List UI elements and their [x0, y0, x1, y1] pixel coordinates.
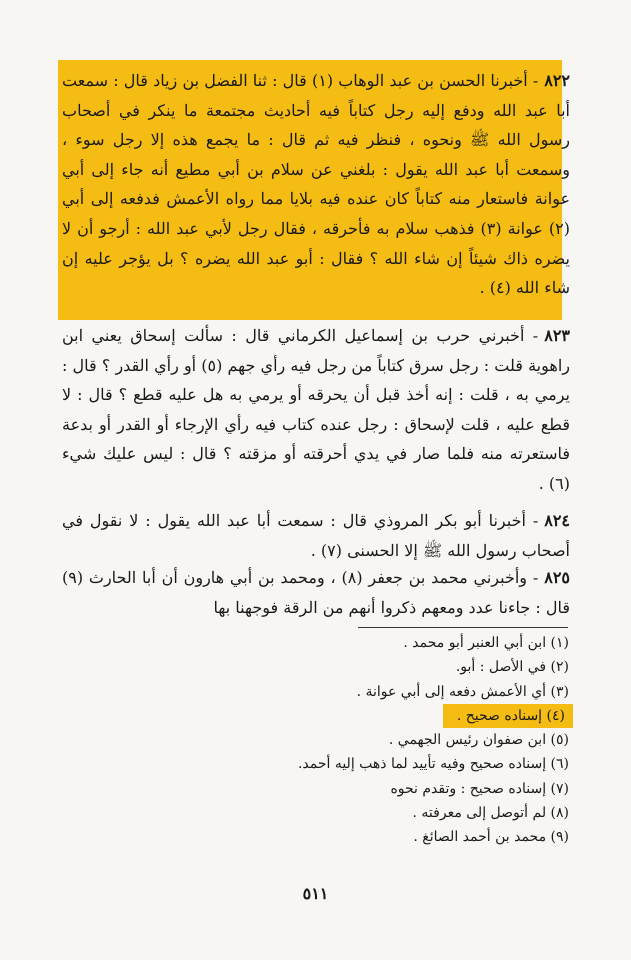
paragraph-number: ٨٢٢: [544, 71, 571, 90]
page-number: ٥١١: [302, 884, 329, 903]
footnote-item: (٥) ابن صفوان رئيس الجهمي .: [388, 732, 569, 749]
paragraph-number: ٨٢٣: [544, 326, 570, 345]
footnotes-list: [69, 631, 569, 850]
paragraph-text: - وأخبرني محمد بن جعفر (٨) ، ومحمد بن أبي هارون أن أبا الحارث (٩) قال : جاءنا عدد ومعهم ذكروا أنهم من الرقة فوجهنا بها: [62, 568, 570, 617]
paragraph-text: - أخبرني حرب بن إسماعيل الكرماني قال : سألت إسحاق يعني ابن راهوية قلت : رجل سرق كتاباً من رجل فيه رأي جهم (٥) أو رأي القدر ؟ قال : يرمي به ، قلت : إنه أخذ قبل أن يحرقه أو يرمي به هل عليه قطع ؟ قال : لا قطع عليه ، قلت لإسحاق : رجل عنده كتاب فيه رأي الإرجاء أو القدر أو بدعة فاستعرته منه فلما صار في يدي أحرقته أو مزقته ؟ قال : ليس عليك شيء (٦) .: [62, 326, 571, 493]
paragraph-824: [62, 506, 570, 565]
footnote-item: (١) ابن أبي العنبر أبو محمد .: [403, 635, 569, 651]
footnote-item: (٢) في الأصل : أبو.: [455, 659, 569, 676]
paragraph-number: ٨٢٥: [544, 568, 571, 587]
footnote-item: (٩) محمد بن أحمد الصائغ .: [413, 829, 569, 846]
paragraph-number: ٨٢٤: [544, 511, 571, 530]
footnote-item: (٦) إسناده صحيح وفيه تأييد لما ذهب إليه أحمد.: [297, 756, 569, 773]
paragraph-825: [62, 563, 570, 622]
paragraph-text: - أخبرنا الحسن بن عبد الوهاب (١) قال : ثنا الفضل بن زياد قال : سمعت أبا عبد الله ودفع إليه رجل كتاباً فيه أحاديث مجتمعة ما ينكر في أصحاب رسول الله ﷺ ونحوه ، فنظر فيه ثم قال : ما يجمع هذه إلا رجل سوء ، وسمعت أبا عبد الله يقول : بلغني عن سلام بن أبي مطيع أنه جاء إلى أبي عوانة فاستعار منه كتاباً كان عنده فيه بلايا مما رواه الأعمش فدفعه إلى أبي (٢) عوانة (٣) فذهب سلام به فأحرقه ، فقال رجل لأبي عبد الله : أرجو أن لا يضره ذاك شيئاً إن شاء الله ؟ فقال : أبو عبد الله يضره ؟ بل يؤجر عليه إن شاء الله (٤) .: [62, 71, 570, 298]
paragraph-822: [62, 66, 570, 303]
paragraph-823: [62, 321, 570, 499]
footnote-item: (٧) إسناده صحيح : وتقدم نحوه: [390, 780, 569, 797]
footnote-item: (٣) أي الأعمش دفعه إلى أبي عوانة .: [356, 683, 569, 700]
paragraph-text: - أخبرنا أبو بكر المروذي قال : سمعت أبا عبد الله يقول : لا نقول في أصحاب رسول الله ﷺ إلا الحسنى (٧) .: [62, 511, 570, 560]
footnote-divider: [358, 627, 568, 628]
footnote-item: (٨) لم أتوصل إلى معرفته .: [412, 805, 569, 822]
highlighted-footnote: (٤) إسناده صحيح .: [443, 704, 573, 728]
footnote-item: [69, 704, 569, 728]
